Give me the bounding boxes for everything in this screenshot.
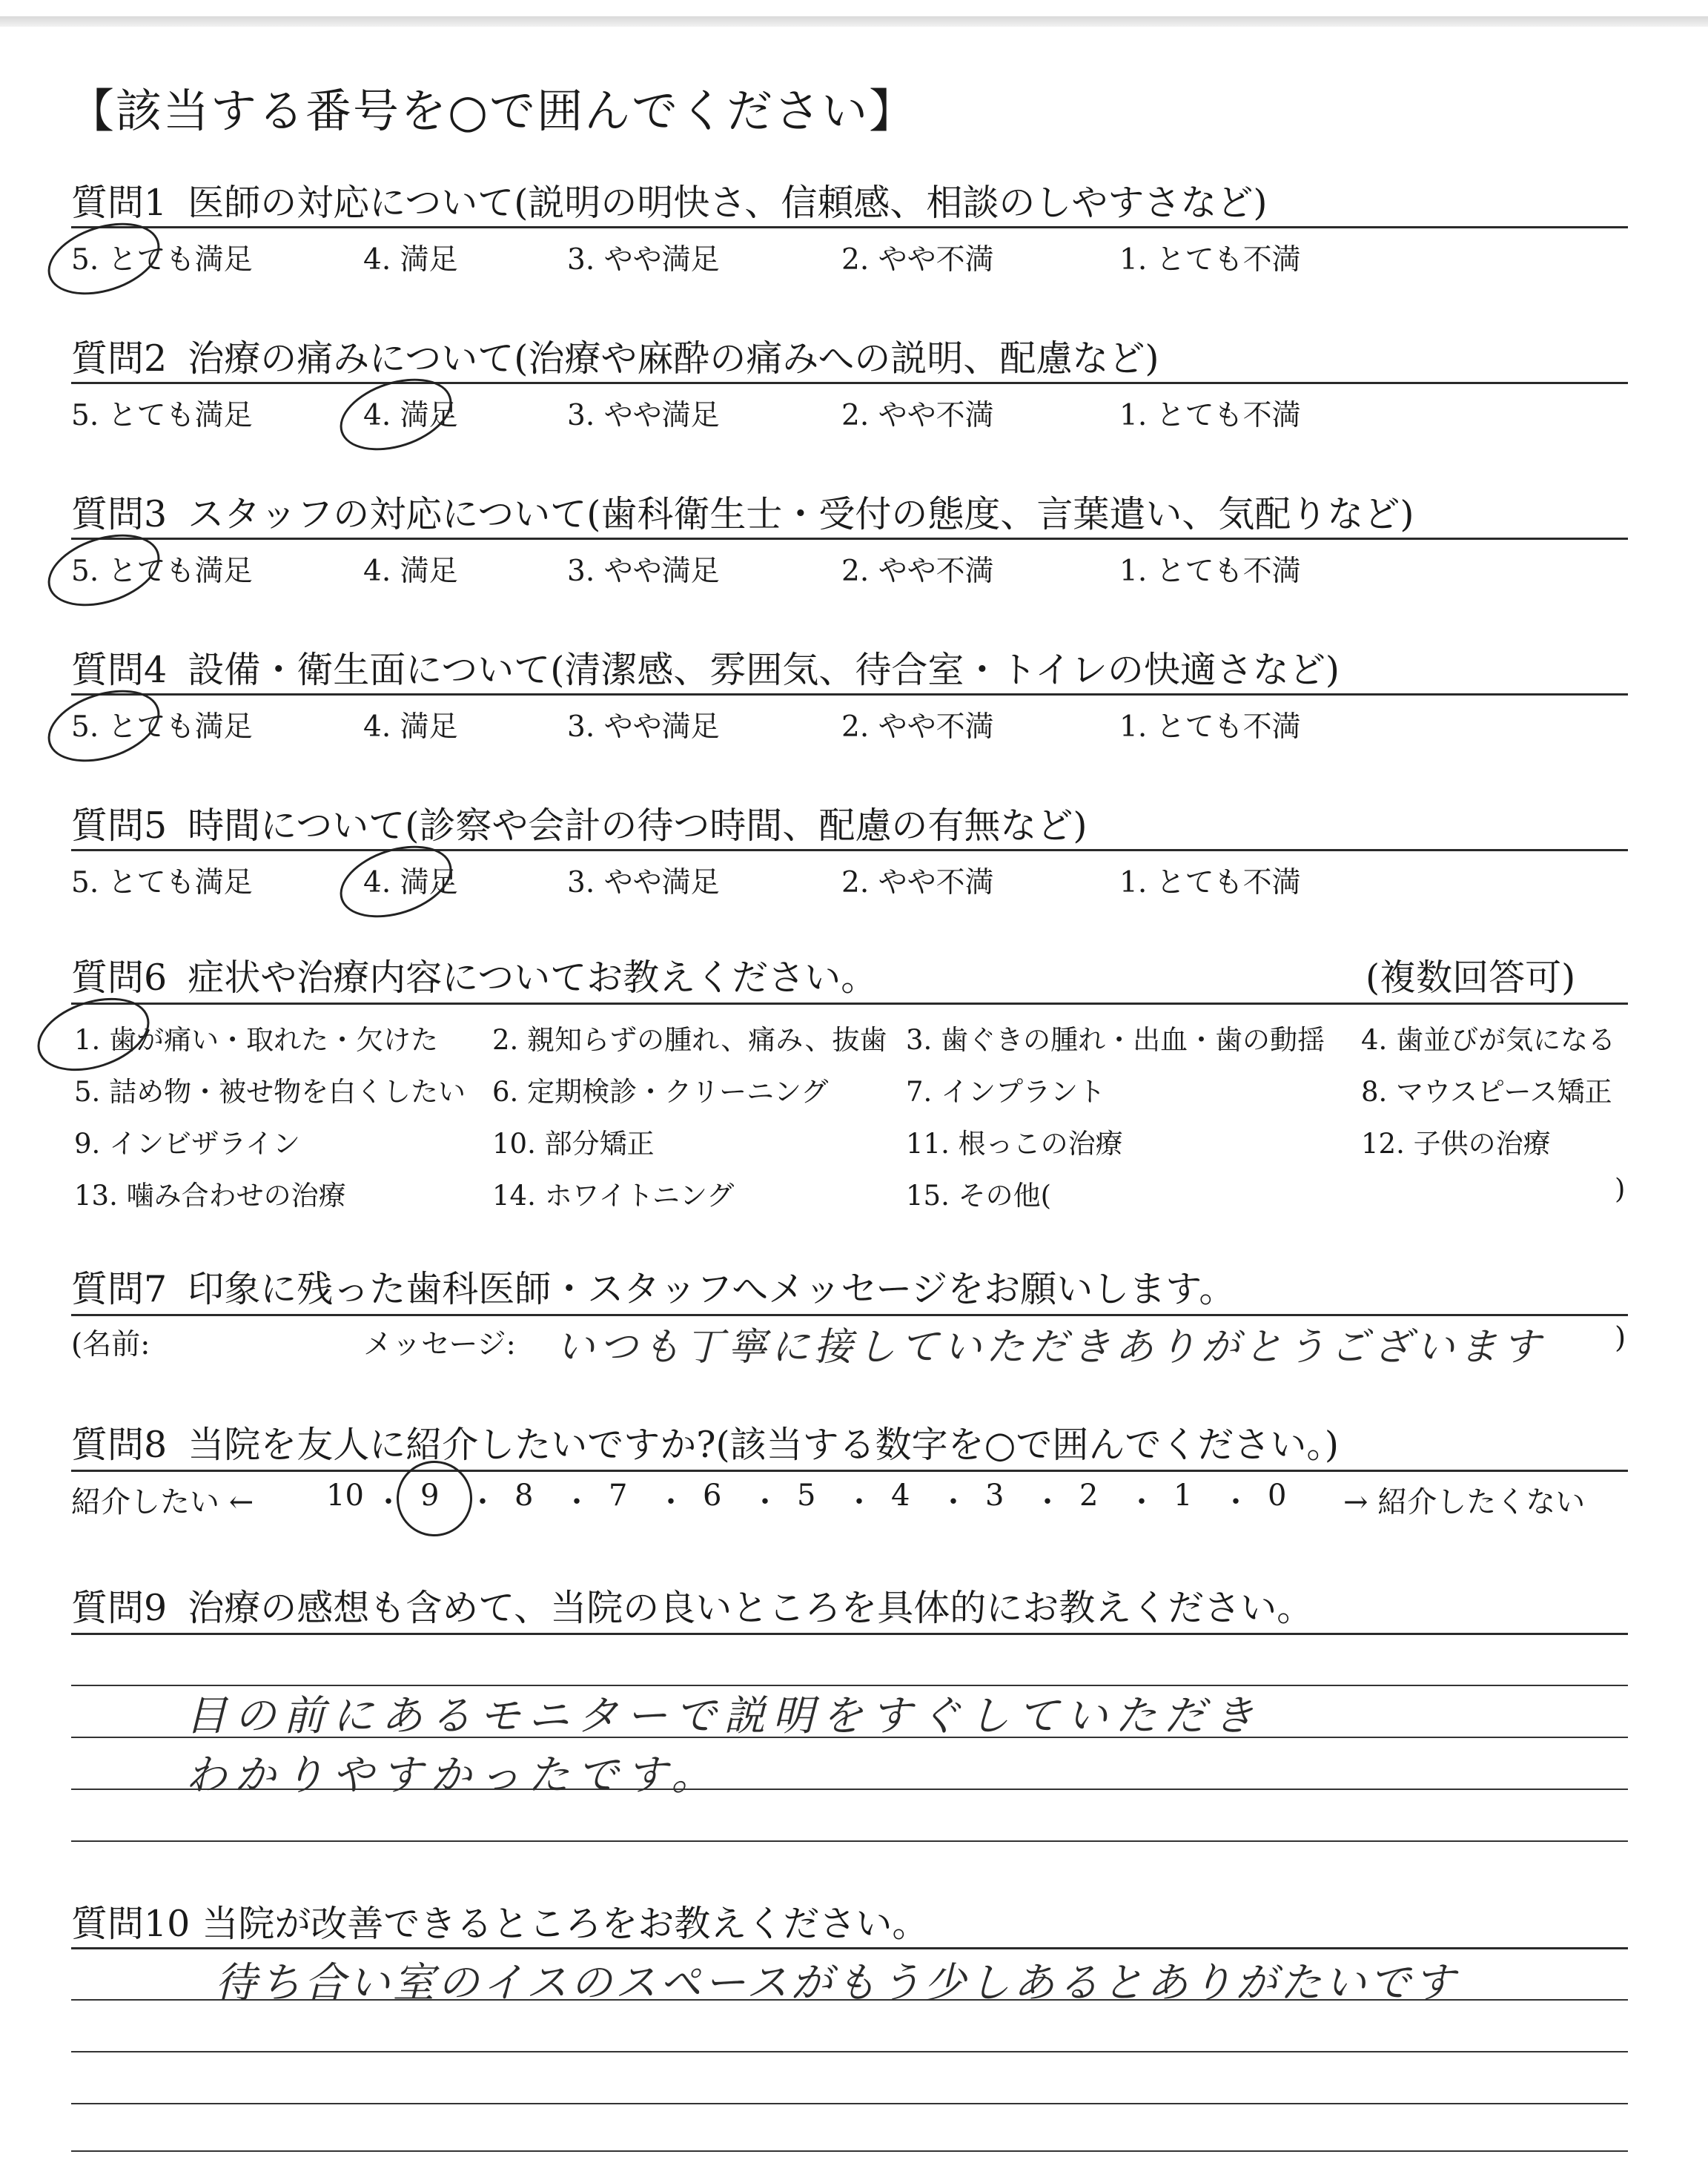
rating-option-2[interactable]: 2. やや不満 <box>841 555 994 588</box>
question-label: 質問5 <box>71 805 168 847</box>
multiple-answers-note: (複数回答可) <box>1366 957 1576 999</box>
answer-line <box>71 2051 1628 2052</box>
question-text: 治療の痛みについて(治療や麻酔の痛みへの説明、配慮など) <box>188 337 1159 380</box>
symptom-option-5[interactable]: 5. 詰め物・被せ物を白くしたい <box>74 1076 466 1108</box>
recommend-left-label: 紹介したい ← <box>71 1485 254 1519</box>
recommend-score-10[interactable]: 10 <box>326 1479 364 1513</box>
rating-option-5[interactable]: 5. とても満足 <box>71 866 253 899</box>
symptom-option-15[interactable]: 15. その他( <box>906 1180 1052 1212</box>
question-text: スタッフの対応について(歯科衛生士・受付の態度、言葉遣い、気配りなど) <box>188 493 1414 535</box>
recommend-right-label: → 紹介したくない <box>1343 1485 1586 1519</box>
question-label: 質問4 <box>71 649 168 691</box>
question-label: 質問6 <box>71 957 168 999</box>
question-label: 質問1 <box>71 182 168 224</box>
rating-option-4[interactable]: 4. 満足 <box>363 399 458 432</box>
answer-line <box>71 2150 1628 2152</box>
recommend-score-3[interactable]: 3 <box>985 1479 1004 1513</box>
rating-option-3[interactable]: 3. やや満足 <box>567 710 720 744</box>
question-10 <box>71 1895 928 1947</box>
rating-option-1[interactable]: 1. とても不満 <box>1119 399 1301 432</box>
question-4 <box>71 641 1340 693</box>
symptom-option-12[interactable]: 12. 子供の治療 <box>1361 1128 1551 1160</box>
scale-separator: ・ <box>656 1485 686 1519</box>
question-10-rule <box>71 1947 1628 1949</box>
question-2-rule <box>71 382 1628 384</box>
question-8 <box>71 1416 1339 1468</box>
rating-option-2[interactable]: 2. やや不満 <box>841 399 994 432</box>
rating-option-2[interactable]: 2. やや不満 <box>841 866 994 899</box>
scan-top-band <box>0 16 1708 27</box>
rating-option-5[interactable]: 5. とても満足 <box>71 710 253 744</box>
question-text: 治療の感想も含めて、当院の良いところを具体的にお教えください。 <box>188 1587 1314 1629</box>
question-4-rule <box>71 693 1628 696</box>
handwritten-answer-line-1: 待ち合い室のイスのスペースがもう少しあるとありがたいです <box>215 1959 1458 2007</box>
question-5 <box>71 797 1087 849</box>
recommend-score-4[interactable]: 4 <box>891 1479 910 1513</box>
symptom-option-14[interactable]: 14. ホワイトニング <box>492 1180 735 1212</box>
rating-option-4[interactable]: 4. 満足 <box>363 243 458 277</box>
question-text: 設備・衛生面について(清潔感、雰囲気、待合室・トイレの快適さなど) <box>188 649 1340 691</box>
question-6-rule <box>71 1003 1628 1005</box>
rating-option-5[interactable]: 5. とても満足 <box>71 243 253 277</box>
question-label: 質問10 <box>71 1903 191 1945</box>
handwritten-message: いつも丁寧に接していただきありがとうございます <box>556 1325 1546 1370</box>
question-text: 医師の対応について(説明の明快さ、信頼感、相談のしやすさなど) <box>188 182 1268 224</box>
handwritten-answer-line-2: わかりやすかったです。 <box>185 1751 721 1800</box>
recommend-score-0[interactable]: 0 <box>1268 1479 1287 1513</box>
rating-option-2[interactable]: 2. やや不満 <box>841 710 994 744</box>
name-field-label: (名前: <box>71 1328 150 1361</box>
question-9-rule <box>71 1633 1628 1635</box>
message-field-label: メッセージ: <box>363 1328 516 1361</box>
symptom-option-9[interactable]: 9. インビザライン <box>74 1128 300 1160</box>
scale-separator: ・ <box>750 1485 780 1519</box>
question-1 <box>71 174 1267 226</box>
symptom-option-7[interactable]: 7. インプラント <box>906 1076 1106 1108</box>
message-field-close: ) <box>1615 1321 1626 1355</box>
recommend-score-1[interactable]: 1 <box>1174 1479 1193 1513</box>
other-field-close: ) <box>1615 1173 1626 1205</box>
scale-separator: ・ <box>468 1485 497 1519</box>
question-3 <box>71 486 1414 538</box>
question-5-rule <box>71 849 1628 851</box>
scale-separator: ・ <box>562 1485 592 1519</box>
symptom-option-1[interactable]: 1. 歯が痛い・取れた・欠けた <box>74 1024 439 1056</box>
recommend-score-8[interactable]: 8 <box>514 1479 534 1513</box>
question-text: 印象に残った歯科医師・スタッフへメッセージをお願いします。 <box>188 1268 1236 1310</box>
scale-separator: ・ <box>939 1485 968 1519</box>
question-2 <box>71 330 1159 382</box>
recommend-score-6[interactable]: 6 <box>703 1479 722 1513</box>
symptom-option-11[interactable]: 11. 根っこの治療 <box>906 1128 1123 1160</box>
question-8-rule <box>71 1470 1628 1472</box>
question-text: 症状や治療内容についてお教えください。 <box>188 957 878 999</box>
question-label: 質問7 <box>71 1268 168 1310</box>
rating-option-2[interactable]: 2. やや不満 <box>841 243 994 277</box>
question-text: 時間について(診察や会計の待つ時間、配慮の有無など) <box>188 805 1088 847</box>
answer-line <box>71 2103 1628 2104</box>
recommend-score-5[interactable]: 5 <box>797 1479 816 1513</box>
question-6 <box>71 949 877 1001</box>
answer-line <box>71 1840 1628 1842</box>
recommend-score-7[interactable]: 7 <box>609 1479 628 1513</box>
rating-option-1[interactable]: 1. とても不満 <box>1119 555 1301 588</box>
question-label: 質問3 <box>71 493 168 535</box>
symptom-option-3[interactable]: 3. 歯ぐきの腫れ・出血・歯の動揺 <box>906 1024 1325 1056</box>
question-9 <box>71 1579 1313 1631</box>
handwritten-answer-line-1: 目の前にあるモニターで説明をすぐしていただき <box>185 1692 1262 1740</box>
rating-option-1[interactable]: 1. とても不満 <box>1119 243 1301 277</box>
question-3-rule <box>71 538 1628 540</box>
rating-option-1[interactable]: 1. とても不満 <box>1119 710 1301 744</box>
form-title: 【該当する番号を○で囲んでください】 <box>68 84 917 138</box>
symptom-option-6[interactable]: 6. 定期検診・クリーニング <box>492 1076 829 1108</box>
rating-option-5[interactable]: 5. とても満足 <box>71 555 253 588</box>
scale-separator: ・ <box>1033 1485 1062 1519</box>
symptom-option-13[interactable]: 13. 噛み合わせの治療 <box>74 1180 346 1212</box>
question-text: 当院を友人に紹介したいですか?(該当する数字を○で囲んでください。) <box>188 1424 1339 1466</box>
question-7 <box>71 1261 1235 1312</box>
symptom-option-2[interactable]: 2. 親知らずの腫れ、痛み、抜歯 <box>492 1024 887 1056</box>
recommend-score-9[interactable]: 9 <box>420 1479 440 1513</box>
question-label: 質問9 <box>71 1587 168 1629</box>
rating-option-3[interactable]: 3. やや満足 <box>567 866 720 899</box>
symptom-option-8[interactable]: 8. マウスピース矯正 <box>1361 1076 1612 1108</box>
question-text: 当院が改善できるところをお教えください。 <box>202 1903 929 1945</box>
question-1-rule <box>71 226 1628 228</box>
rating-option-3[interactable]: 3. やや満足 <box>567 399 720 432</box>
rating-option-3[interactable]: 3. やや満足 <box>567 243 720 277</box>
symptom-option-10[interactable]: 10. 部分矯正 <box>492 1128 655 1160</box>
rating-option-3[interactable]: 3. やや満足 <box>567 555 720 588</box>
rating-option-4[interactable]: 4. 満足 <box>363 555 458 588</box>
scale-separator: ・ <box>374 1485 403 1519</box>
symptom-option-4[interactable]: 4. 歯並びが気になる <box>1361 1024 1616 1056</box>
rating-option-5[interactable]: 5. とても満足 <box>71 399 253 432</box>
scale-separator: ・ <box>1221 1485 1251 1519</box>
question-label: 質問8 <box>71 1424 168 1466</box>
scale-separator: ・ <box>844 1485 874 1519</box>
scale-separator: ・ <box>1127 1485 1156 1519</box>
rating-option-4[interactable]: 4. 満足 <box>363 866 458 899</box>
rating-option-1[interactable]: 1. とても不満 <box>1119 866 1301 899</box>
question-label: 質問2 <box>71 337 168 380</box>
recommend-score-2[interactable]: 2 <box>1079 1479 1099 1513</box>
rating-option-4[interactable]: 4. 満足 <box>363 710 458 744</box>
